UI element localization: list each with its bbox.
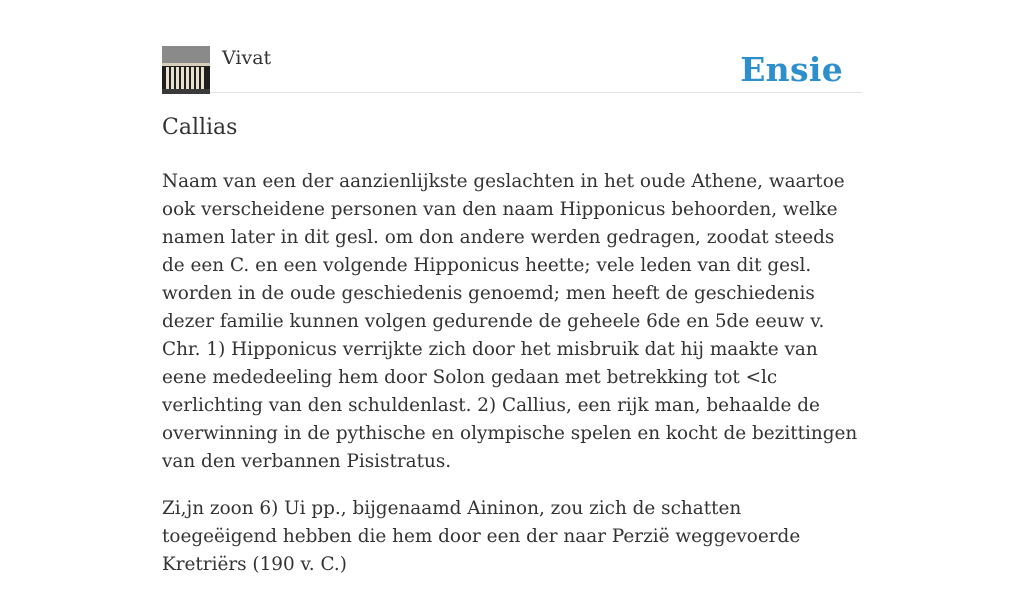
header — [162, 44, 862, 93]
article-title: Callias — [162, 115, 238, 140]
article-paragraph: Naam van een der aanzienlijkste geslachten in het oude Athene, waartoe ook verscheidene personen van den naam Hipponicus behoorden, welke namen later in dit gesl. om don andere werden gedragen, zoodat steeds de een C. en een volgende Hipponicus heette; vele leden van dit gesl. worden in de oude geschiedenis genoemd; men heeft de geschiedenis dezer familie kunnen volgen gedurende de geheele 6de en 5de eeuw v. Chr. 1) Hipponicus verrijkte zich door het misbruik dat hij maakte van eene mededeeling hem door Solon gedaan met betrekking tot <lc verlichting van den schuldenlast. 2) Callius, een rijk man, behaalde de overwinning in de pythische en olympische spelen en kocht de bezittingen van den verbannen Pisistratus. — [162, 171, 858, 472]
site-logo[interactable]: Ensie — [740, 50, 843, 89]
author-name[interactable]: Vivat — [222, 47, 272, 69]
page — [162, 0, 862, 575]
article-body — [162, 168, 862, 598]
bookshelf-avatar-icon — [162, 46, 210, 94]
author-avatar[interactable] — [162, 46, 210, 94]
article-paragraph: Zi,jn zoon 6) Ui pp., bijgenaamd Aininon, zou zich de schatten toegeëigend hebben die hem door een der naar Perzië weggevoerde Kretriërs (190 v. C.) — [162, 498, 801, 575]
